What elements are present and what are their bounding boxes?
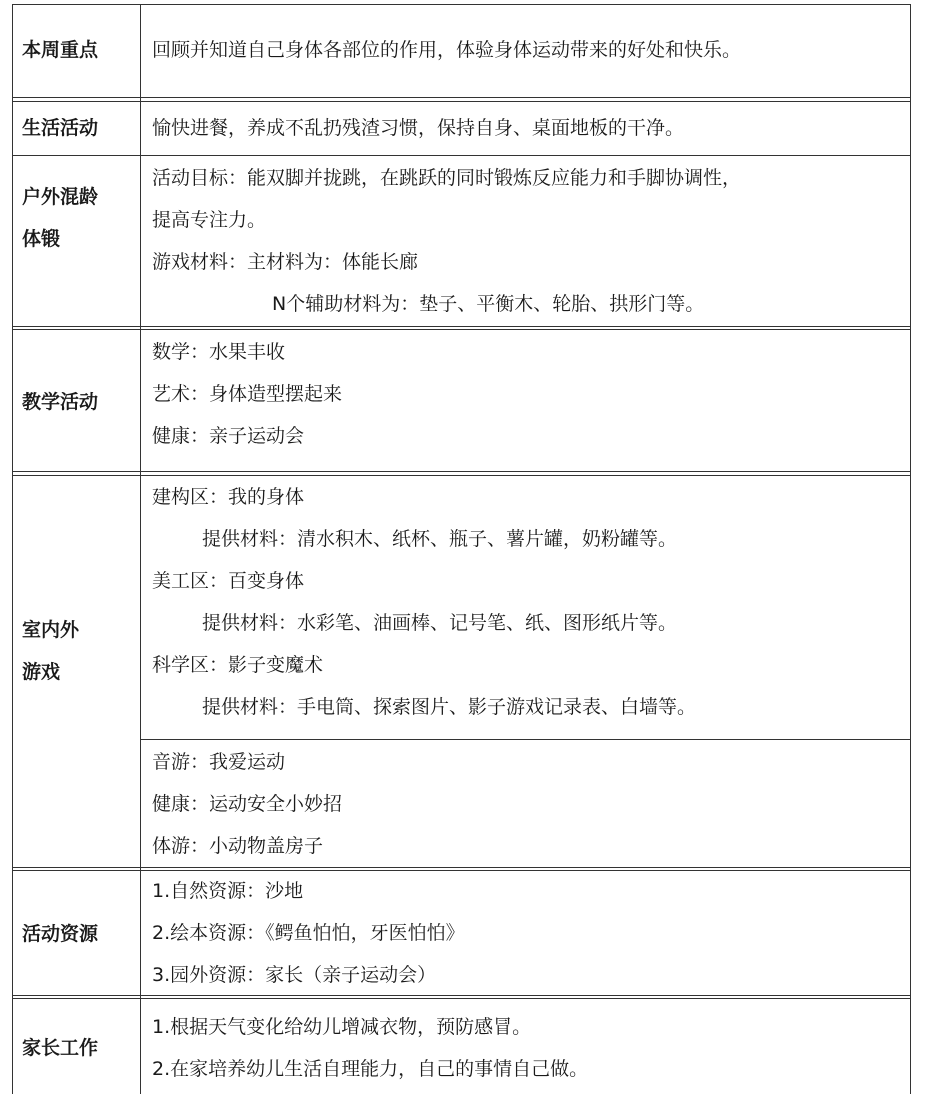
row-content-games-areas: 建构区：我的身体 提供材料：清水积木、纸杯、瓶子、薯片罐，奶粉罐等。 美工区：百变身体 提供材料：水彩笔、油画棒、记号笔、纸、图形纸片等。 科学区：影子变魔术 提供材料：手电筒、探索图片、影子游戏记录表、白墙等。 <box>152 486 697 718</box>
row-content-resources: 1.自然资源：沙地 2.绘本资源：《鳄鱼怕怕，牙医怕怕》 3.园外资源：家长（亲子运动会） <box>152 880 465 986</box>
row-divider <box>12 155 911 156</box>
row-label-parent-work: 家长工作 <box>22 1037 99 1059</box>
table-border-right <box>910 4 911 1094</box>
row-divider <box>12 471 911 472</box>
row-content-outdoor-exercise: 活动目标：能双脚并拢跳，在跳跃的同时锻炼反应能力和手脚协调性， 提高专注力。 游戏材料：主材料为：体能长廊 N个辅助材料为：垫子、平衡木、轮胎、拱形门等。 <box>152 167 742 315</box>
table-border-top <box>12 4 911 5</box>
row-label-resources: 活动资源 <box>22 923 99 945</box>
row-divider <box>12 97 911 98</box>
row-label-daily-life: 生活活动 <box>22 117 99 139</box>
row-content-teaching: 数学：水果丰收 艺术：身体造型摆起来 健康：亲子运动会 <box>152 341 343 447</box>
row-label-outdoor-exercise: 户外混龄 体锻 <box>22 186 99 250</box>
table-border-left <box>12 4 13 1094</box>
table-column-divider <box>140 4 141 1094</box>
row-divider <box>12 998 911 999</box>
row-label-games: 室内外 游戏 <box>22 619 80 683</box>
sub-row-divider <box>140 739 911 740</box>
row-content-weekly-focus: 回顾并知道自己身体各部位的作用，体验身体运动带来的好处和快乐。 <box>152 39 742 61</box>
row-divider <box>12 867 911 868</box>
row-label-weekly-focus: 本周重点 <box>22 39 99 61</box>
row-content-parent-work: 1.根据天气变化给幼儿增减衣物，预防感冒。 2.在家培养幼儿生活自理能力，自己的事情自己做。 <box>152 1016 589 1080</box>
row-divider <box>12 326 911 327</box>
row-label-teaching: 教学活动 <box>22 391 99 413</box>
row-content-daily-life: 愉快进餐，养成不乱扔残渣习惯，保持自身、桌面地板的干净。 <box>152 117 685 139</box>
row-content-games-activities: 音游：我爱运动 健康：运动安全小妙招 体游：小动物盖房子 <box>152 751 343 857</box>
row-divider <box>12 329 911 330</box>
row-divider <box>12 101 911 102</box>
